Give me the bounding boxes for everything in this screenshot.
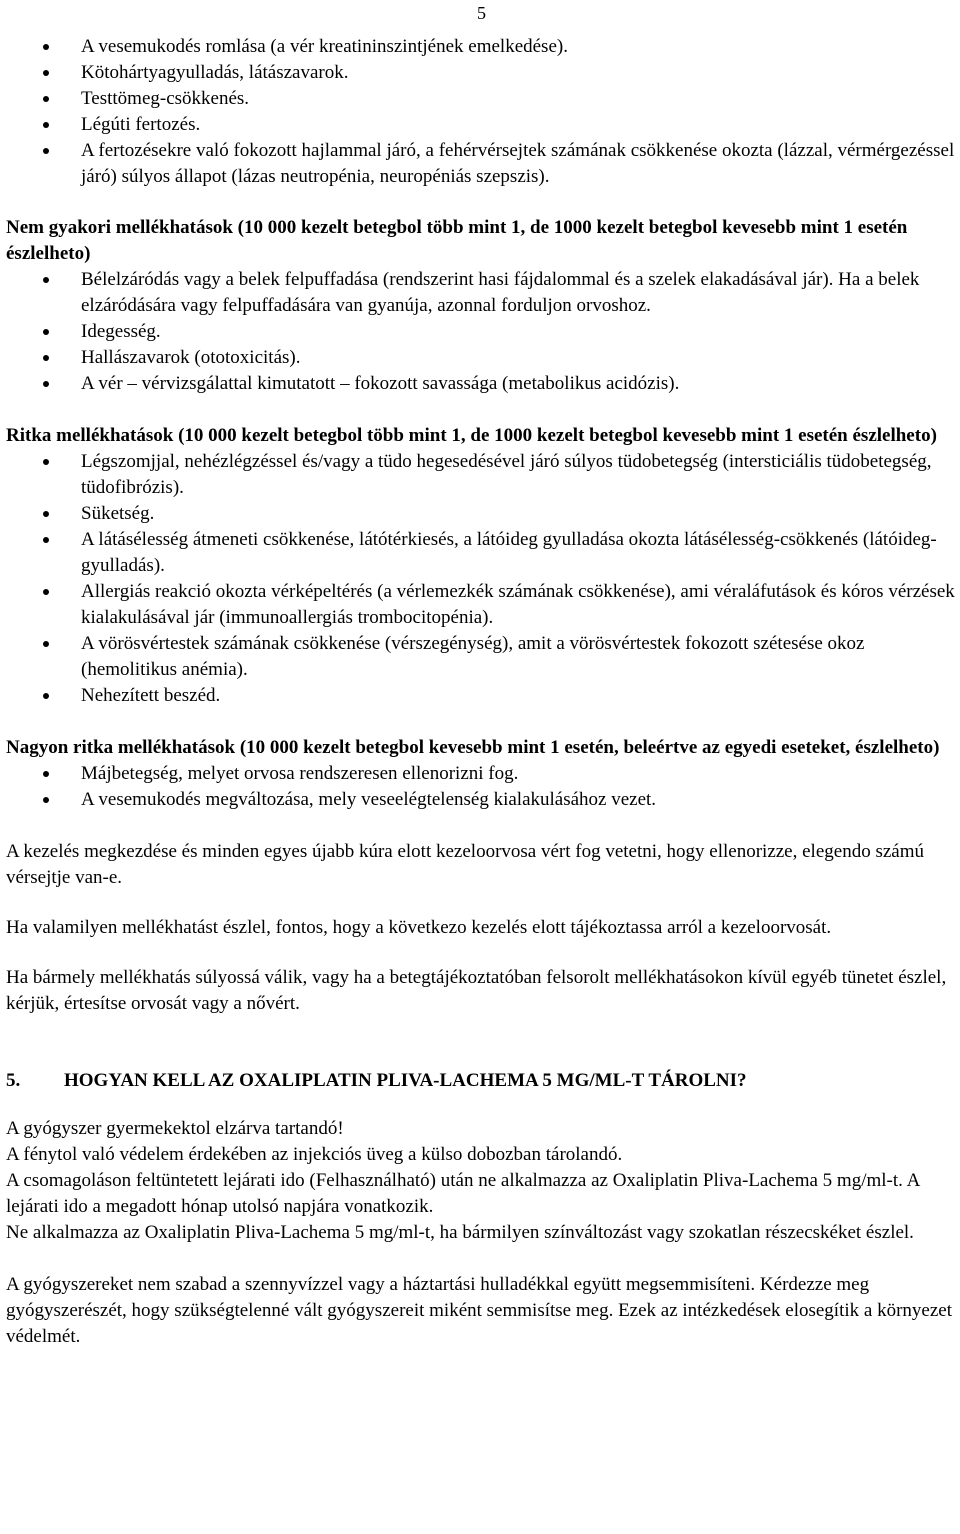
side-effects-list-very-rare [6,761,958,813]
list-item: Kötohártyagyulladás, látászavarok. [6,60,958,86]
side-effects-list-common [6,34,958,190]
paragraph-blood-test: A kezelés megkezdése és minden egyes újabb kúra elott kezeloorvosa vért fog vetetni, hogy ellenorizze, elegendo számú vérsejtje van-e. [6,841,924,888]
list-item: Légúti fertozés. [6,112,958,138]
list-item: A vesemukodés romlása (a vér kreatininszintjének emelkedése). [6,34,958,60]
list-item: Légszomjjal, nehézlégzéssel és/vagy a tüdo hegesedésével járó súlyos tüdobetegség (intersticiális tüdobetegség, tüdofibrózis). [6,449,958,501]
page-number: 5 [477,3,486,23]
list-item: Nehezített beszéd. [6,683,958,709]
list-item: Allergiás reakció okozta vérképeltérés (a vérlemezkék számának csökkenése), ami véraláfutások és kóros vérzések kialakulásával jár (immunoallergiás trombocitopénia). [6,579,958,631]
side-effects-list-uncommon [6,267,958,397]
list-item: Hallászavarok (ototoxicitás). [6,345,958,371]
list-item: Idegesség. [6,319,958,345]
list-item: Bélelzáródás vagy a belek felpuffadása (rendszerint hasi fájdalommal és a szelek elakadásával jár). Ha a belek elzáródására vagy felpuffadására van gyanúja, azonnal forduljon orvoshoz. [6,267,958,319]
paragraph-severe-effects: Ha bármely mellékhatás súlyossá válik, vagy ha a betegtájékoztatóban felsorolt mellékhatásokon kívül egyéb tünetet észlel, kérjük, értesítse orvosát vagy a nővért. [6,967,947,1014]
storage-line: A fénytol való védelem érdekében az injekciós üveg a külso dobozban tárolandó. [6,1144,623,1165]
section-title: HOGYAN KELL AZ OXALIPLATIN PLIVA-LACHEMA 5 MG/ML-T TÁROLNI? [64,1070,747,1091]
disposal-paragraph: A gyógyszereket nem szabad a szennyvízzel vagy a háztartási hulladékkal együtt megsemmisíteni. Kérdezze meg gyógyszerészét, hogy szükségtelenné vált gyógyszereit miként semmisítse meg. Ezek az intézkedések elosegítik a környezet védelmét. [6,1274,952,1347]
paragraph-notify-doctor: Ha valamilyen mellékhatást észlel, fontos, hogy a következo kezelés elott tájékoztassa arról a kezeloorvosát. [6,917,832,938]
list-item: A vesemukodés megváltozása, mely veseelégtelenség kialakulásához vezet. [6,787,958,813]
list-item: Májbetegség, melyet orvosa rendszeresen ellenorizni fog. [6,761,958,787]
list-item: A vér – vérvizsgálattal kimutatott – fokozott savassága (metabolikus acidózis). [6,371,958,397]
uncommon-heading: Nem gyakori mellékhatások (10 000 kezelt betegbol több mint 1, de 1000 kezelt betegbol kevesebb mint 1 esetén észlelheto) [6,217,908,264]
list-item: A fertozésekre való fokozott hajlammal járó, a fehérvérsejtek számának csökkenése okozta (lázzal, vérmérgezéssel járó) súlyos állapot (lázas neutropénia, neuropéniás szepszis). [6,138,958,190]
storage-instructions [6,1116,958,1246]
side-effects-list-rare [6,449,958,709]
list-item: Testtömeg-csökkenés. [6,86,958,112]
section-heading [6,1068,958,1094]
document-page [6,34,958,1350]
list-item: A látásélesség átmeneti csökkenése, látótérkiesés, a látóideg gyulladása okozta látásélesség-csökkenés (látóideg-gyulladás). [6,527,958,579]
list-item: A vörösvértestek számának csökkenése (vérszegénység), amit a vörösvértestek fokozott szétesése okoz (hemolitikus anémia). [6,631,958,683]
very-rare-heading: Nagyon ritka mellékhatások (10 000 kezelt betegbol kevesebb mint 1 esetén, beleértve az egyedi eseteket, észlelheto) [6,737,940,758]
storage-line: Ne alkalmazza az Oxaliplatin Pliva-Lachema 5 mg/ml-t, ha bármilyen színváltozást vagy szokatlan részecskéket észlel. [6,1222,914,1243]
list-item: Süketség. [6,501,958,527]
rare-heading: Ritka mellékhatások (10 000 kezelt betegbol több mint 1, de 1000 kezelt betegbol kevesebb mint 1 esetén észlelheto) [6,425,937,446]
storage-line: A csomagoláson feltüntetett lejárati ido (Felhasználható) után ne alkalmazza az Oxaliplatin Pliva-Lachema 5 mg/ml-t. A lejárati ido a megadott hónap utolsó napjára vonatkozik. [6,1170,920,1217]
storage-line: A gyógyszer gyermekektol elzárva tartandó! [6,1118,344,1139]
section-number: 5. [6,1070,21,1091]
